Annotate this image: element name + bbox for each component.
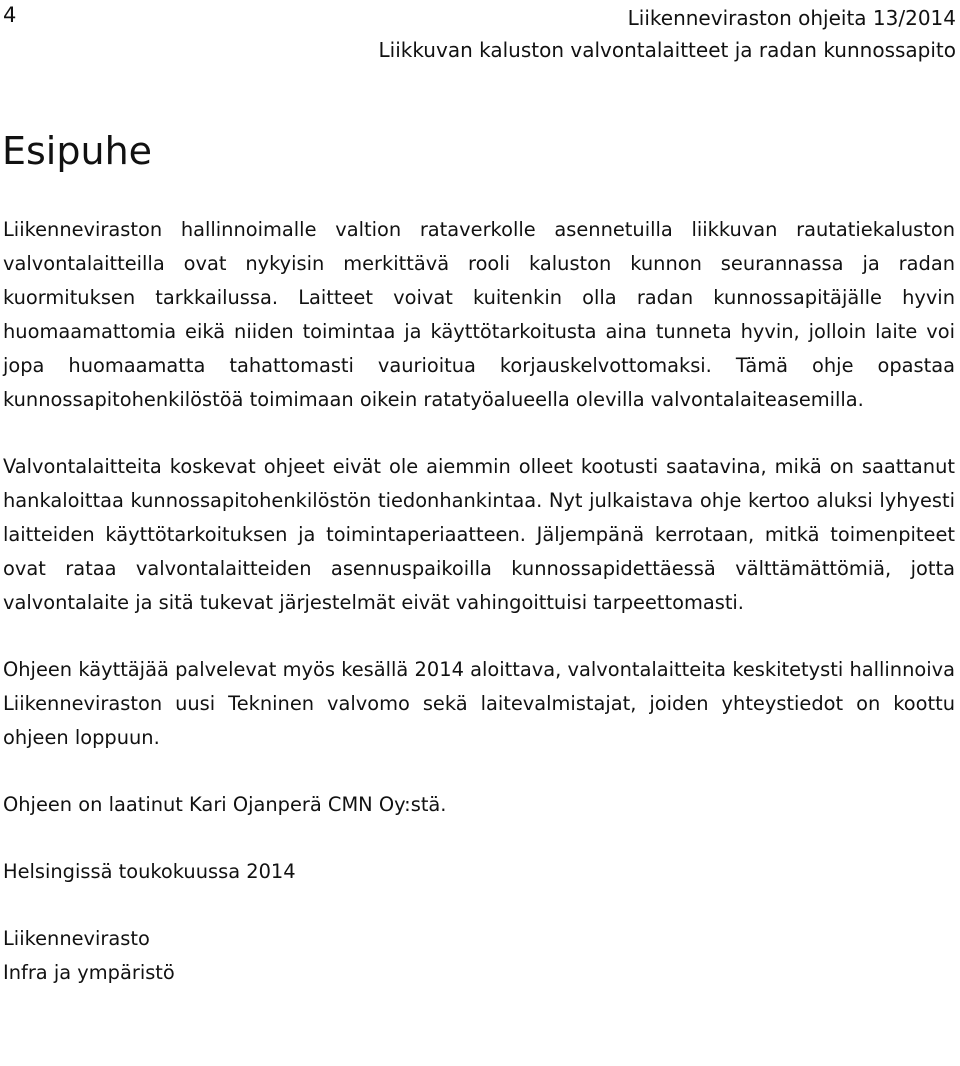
paragraph-purpose: Valvontalaitteita koskevat ohjeet eivät ole aiemmin olleet kootusti saatavina, mikä on saattanut hankaloittaa kunnossapitohenkilöstön tiedonhankintaa. Nyt julkaistava ohje kertoo aluksi lyhyesti laitteiden käyttötarkoituksen ja toimintaperiaatteen. Jäljempänä kerrotaan, mitkä toimenpiteet ovat rataa valvontalaitteiden asennuspaikoilla kunnossapidettäessä välttämättömiä, jotta valvontalaite ja sitä tukevat järjestelmät eivät vahingoittuisi tarpeettomasti. [3, 455, 955, 614]
body-content [3, 213, 955, 990]
signature-block [3, 922, 955, 990]
paragraph-place-date: Helsingissä toukokuussa 2014 [3, 860, 296, 883]
page-number: 4 [3, 3, 17, 27]
signature-organization: Liikennevirasto [3, 927, 150, 950]
header-series: Liikenneviraston ohjeita 13/2014 [627, 6, 956, 30]
signature-unit: Infra ja ympäristö [3, 961, 175, 984]
running-header [379, 2, 957, 66]
paragraph-intro: Liikenneviraston hallinnoimalle valtion rataverkolle asennetuilla liikkuvan rautatiekaluston valvontalaitteilla ovat nykyisin merkittävä rooli kaluston kunnon seurannassa ja radan kuormituksen tarkkailussa. Laitteet voivat kuitenkin olla radan kunnossapitäjälle hyvin huomaamattomia eikä niiden toimintaa ja käyttötarkoitusta aina tunneta hyvin, jolloin laite voi jopa huomaamatta tahattomasti vaurioitua korjauskelvottomaksi. Tämä ohje opastaa kunnossapitohenkilöstöä toimimaan oikein ratatyöalueella olevilla valvontalaiteasemilla. [3, 218, 955, 411]
paragraph-support: Ohjeen käyttäjää palvelevat myös kesällä 2014 aloittava, valvontalaitteita keskitetysti hallinnoiva Liikenneviraston uusi Tekninen valvomo sekä laitevalmistajat, joiden yhteystiedot on koottu ohjeen loppuun. [3, 658, 955, 749]
paragraph-author: Ohjeen on laatinut Kari Ojanperä CMN Oy:stä. [3, 793, 447, 816]
page-title: Esipuhe [2, 129, 153, 173]
header-document-title: Liikkuvan kaluston valvontalaitteet ja radan kunnossapito [378, 38, 956, 62]
